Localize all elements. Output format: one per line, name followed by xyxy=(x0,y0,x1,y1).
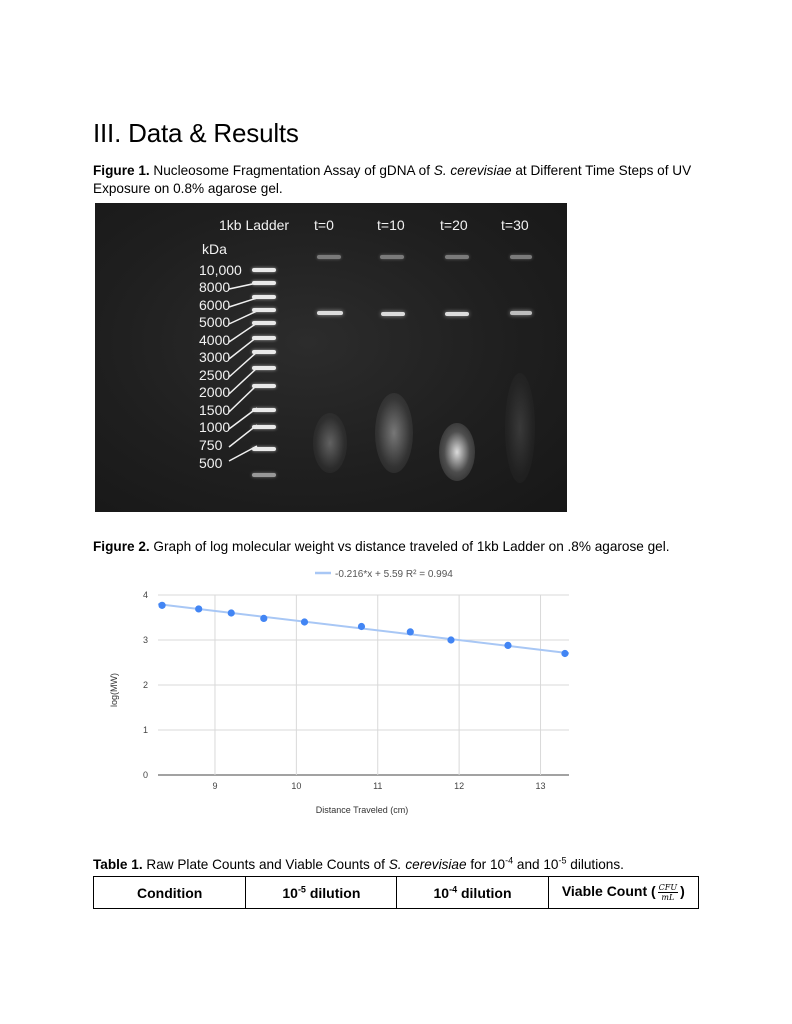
smear-t0 xyxy=(313,413,347,473)
x-tick-label: 13 xyxy=(535,781,546,791)
table1-caption-for: for 10 xyxy=(466,857,506,872)
smear-t10 xyxy=(375,393,413,473)
data-point xyxy=(301,618,308,625)
gdna-band-t20 xyxy=(445,312,469,316)
ladder-band xyxy=(252,308,276,312)
header-d5-exp: -5 xyxy=(297,883,306,894)
gel-image xyxy=(95,203,567,512)
data-point xyxy=(358,623,365,630)
y-tick-label: 2 xyxy=(142,680,148,690)
figure2-label: Figure 2. xyxy=(93,539,150,554)
section-title: III. Data & Results xyxy=(93,118,299,148)
header-d5-base: 10 xyxy=(282,884,298,901)
lane-label-t10: t=10 xyxy=(377,217,405,233)
results-table xyxy=(93,876,699,909)
sample-well xyxy=(380,255,404,259)
y-tick-label: 4 xyxy=(142,590,148,600)
gdna-band-t10 xyxy=(381,312,405,316)
figure1-species: S. cerevisiae xyxy=(433,163,512,178)
table1-caption-end: dilutions. xyxy=(566,857,624,872)
figure1-caption-tail: at Different Time Steps of UV Exposure on 0.8% agarose gel. xyxy=(93,163,692,196)
header-d4-exp: -4 xyxy=(449,883,458,894)
header-d4-suffix: dilution xyxy=(457,884,512,901)
fraction-numerator: CFU xyxy=(658,883,678,892)
data-point xyxy=(260,615,267,622)
figure1-label: Figure 1. xyxy=(93,163,150,178)
ladder-band xyxy=(252,425,276,429)
sample-well xyxy=(445,255,469,259)
ladder-band xyxy=(252,281,276,285)
data-point xyxy=(504,642,511,649)
unit-label: kDa xyxy=(202,241,227,257)
figure2-caption-text: Graph of log molecular weight vs distance traveled of 1kb Ladder on .8% agarose gel. xyxy=(149,539,670,554)
size-label-8000: 8000 xyxy=(199,279,231,295)
table1-caption xyxy=(93,856,733,874)
table1-caption-text: Raw Plate Counts and Viable Counts of xyxy=(142,857,389,872)
table1-species: S. cerevisiae xyxy=(388,857,467,872)
header-viable-count xyxy=(548,877,698,909)
figure2-caption xyxy=(93,538,733,556)
y-tick-label: 3 xyxy=(142,635,148,645)
data-point xyxy=(407,628,414,635)
lane-label-t30: t=30 xyxy=(501,217,529,233)
x-tick-label: 9 xyxy=(212,781,218,791)
chart-ylabel: log(MW) xyxy=(109,673,119,707)
chart-xlabel: Distance Traveled (cm) xyxy=(315,805,409,815)
figure1-caption xyxy=(93,162,713,198)
data-point xyxy=(561,650,568,657)
header-condition: Condition xyxy=(94,877,246,909)
gdna-band-t0 xyxy=(317,311,343,315)
ladder-band xyxy=(252,268,276,272)
x-tick-label: 11 xyxy=(373,781,383,791)
chart-grid xyxy=(158,595,569,775)
chart-ticks xyxy=(143,590,546,791)
data-point xyxy=(195,605,202,612)
data-point xyxy=(158,602,165,609)
data-point xyxy=(447,636,454,643)
gdna-band-t30 xyxy=(510,311,532,315)
table1-caption-and: and 10 xyxy=(513,857,559,872)
size-label-10000: 10,000 xyxy=(199,262,242,278)
size-label-5000: 5000 xyxy=(199,314,231,330)
smear-t30 xyxy=(505,373,535,483)
header-dilution-5 xyxy=(246,877,397,909)
size-label-2000: 2000 xyxy=(199,384,231,400)
size-label-750: 750 xyxy=(199,437,223,453)
ladder-band xyxy=(252,366,276,370)
chart-points xyxy=(158,602,568,657)
size-label-4000: 4000 xyxy=(199,332,231,348)
x-tick-label: 12 xyxy=(454,781,465,791)
ladder-label: 1kb Ladder xyxy=(219,217,290,233)
size-label-500: 500 xyxy=(199,455,223,471)
lane-label-t0: t=0 xyxy=(314,217,334,233)
ladder-band xyxy=(252,447,276,451)
table1-caption-exp1: -4 xyxy=(505,855,514,866)
header-d5-suffix: dilution xyxy=(305,884,361,901)
sample-well xyxy=(317,255,341,259)
table1-label: Table 1. xyxy=(93,857,143,872)
fraction-denominator: mL xyxy=(661,893,675,902)
y-tick-label: 1 xyxy=(142,725,148,735)
ladder-band xyxy=(252,408,276,412)
lane-label-t20: t=20 xyxy=(440,217,468,233)
size-label-1000: 1000 xyxy=(199,419,231,435)
figure1-caption-text: Nucleosome Fragmentation Assay of gDNA of xyxy=(149,163,434,178)
size-label-6000: 6000 xyxy=(199,297,231,313)
header-d4-base: 10 xyxy=(433,884,450,901)
size-label-3000: 3000 xyxy=(199,349,231,365)
header-dilution-4 xyxy=(397,877,548,909)
ladder-band xyxy=(252,295,276,299)
chart-legend: -0.216*x + 5.59 R² = 0.994 xyxy=(335,569,453,580)
x-tick-label: 10 xyxy=(291,781,302,791)
ladder-band xyxy=(252,321,276,325)
y-tick-label: 0 xyxy=(142,770,148,780)
sample-well xyxy=(510,255,532,259)
ladder-band xyxy=(252,384,276,388)
logmw-chart xyxy=(93,560,583,830)
ladder-band xyxy=(252,336,276,340)
size-label-1500: 1500 xyxy=(199,402,231,418)
table1-caption-exp2: -5 xyxy=(558,855,567,866)
data-point xyxy=(228,609,235,616)
smear-t20 xyxy=(439,423,475,481)
ladder-band xyxy=(252,350,276,354)
header-viable-pre: Viable Count ( xyxy=(561,883,656,900)
cfu-per-ml-fraction xyxy=(658,883,678,902)
ladder-band xyxy=(252,473,276,477)
header-viable-post: ) xyxy=(680,883,685,900)
table-header-row xyxy=(94,877,699,909)
size-label-2500: 2500 xyxy=(199,367,231,383)
